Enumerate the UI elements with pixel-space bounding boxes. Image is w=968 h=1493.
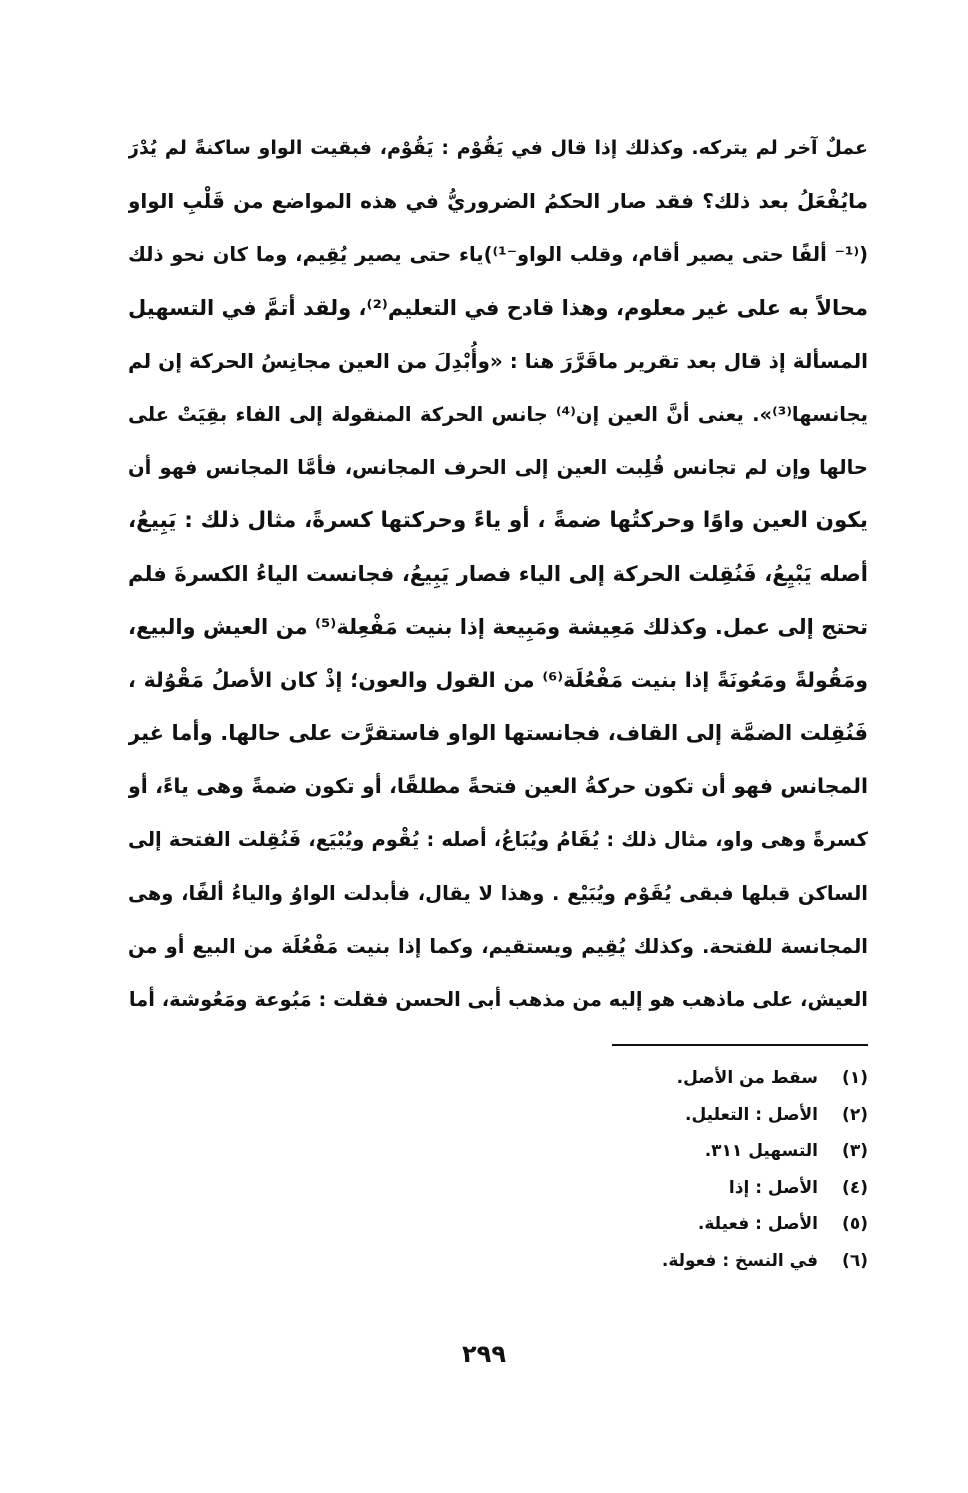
text-line-10: تحتج إلى عمل. وكذلك مَعِيشة ومَبِيعة إذا بنيت مَفْعِلة⁽⁵⁾ من العيش والبيع، — [128, 614, 868, 639]
text-line-17: العيش، على ماذهب هو إليه من مذهب أبى الحسن فقلت : مَبُوعة ومَعُوشة، أما — [128, 988, 868, 1011]
footnote-item — [500, 1243, 868, 1280]
text-line-15: الساكن قبلها فبقى يُقَوْم ويُبَيْع . وهذا لا يقال، فأبدلت الواوُ والياءُ ألفًا، وهى — [128, 881, 868, 905]
footnote-item — [500, 1097, 868, 1134]
footnote-text: سقط من الأصل. — [676, 1068, 818, 1088]
text-line-2: مايُفْعَلُ بعد ذلك؟ فقد صار الحكمُ الضروريُّ في هذه المواضع من قَلْبِ الواو — [128, 189, 868, 214]
footnote-text: الأصل : التعليل. — [685, 1104, 818, 1125]
footnote-item — [500, 1060, 868, 1097]
footnote-item — [500, 1170, 868, 1207]
text-line-3: (⁽¹⁻ ألفًا حتى يصير أقام، وقلب الواو⁻¹⁾)ياء حتى يصير يُقِيم، وما كان نحو ذلك — [128, 243, 868, 267]
footnote-divider — [612, 1044, 868, 1046]
text-line-12: فَنُقِلت الضمَّة إلى القاف، فجانستها الواو فاستقرَّت على حالها. وأما غير — [128, 721, 868, 746]
footnote-number: (٥) — [842, 1214, 868, 1234]
footnote-item — [500, 1133, 868, 1170]
text-line-14: كسرةً وهى واو، مثال ذلك : يُقَامُ ويُبَاعُ، أصله : يُقْوم ويُبْيَع، فَنُقِلت الفتحة إلى — [128, 828, 868, 852]
text-line-9: أصله يَبْيِعُ، فَنُقِلت الحركة إلى الياء فصار يَبِيعُ، فجانست الياءُ الكسرةَ فلم — [128, 561, 868, 586]
text-line-11: ومَقُولةً ومَعُونَةً إذا بنيت مَفْعُلَة⁽⁶⁾ من القول والعون؛ إذْ كان الأصلُ مَقْوُلة ، — [128, 667, 868, 692]
footnote-text: التسهيل ٣١١. — [704, 1141, 818, 1161]
text-line-8: يكون العين واوًا وحركتُها ضمةً ، أو ياءً وحركتها كسرةً، مثال ذلك : يَبِيعُ، — [128, 508, 868, 534]
footnote-number: (٢) — [842, 1104, 868, 1125]
footnotes-list — [500, 1060, 868, 1279]
page-number: ٢٩٩ — [462, 1340, 506, 1368]
main-text-block — [128, 122, 868, 1026]
footnote-number: (١) — [842, 1068, 868, 1088]
text-line-6: يجانسها⁽³⁾». يعنى أنَّ العين إن⁽⁴⁾ جانس الحركة المنقولة إلى الفاء بقِيَتْ على — [128, 402, 868, 426]
text-line-4: محالاً به على غير معلوم، وهذا قادح في التعليم⁽²⁾، ولقد أتمَّ في التسهيل — [128, 295, 868, 320]
footnote-text: في النسخ : فعولة. — [661, 1250, 818, 1271]
text-line-7: حالها وإن لم تجانس قُلِبت العين إلى الحرف المجانس، فأمَّا المجانس فهو أن — [128, 456, 868, 480]
footnote-text: الأصل : إذا — [728, 1177, 818, 1198]
footnote-number: (٣) — [842, 1141, 868, 1161]
text-line-16: المجانسة للفتحة. وكذلك يُقِيم ويستقيم، وكما إذا بنيت مَفْعُلَة من البيع أو من — [128, 934, 868, 958]
text-line-1: عملٌ آخر لم يتركه. وكذلك إذا قال في يَقُوْم : يَقُوْم، فبقيت الواو ساكنةً لم يُدْرَ — [128, 137, 868, 159]
footnote-item — [500, 1206, 868, 1243]
footnote-text: الأصل : فعيلة. — [697, 1214, 818, 1234]
text-line-13: المجانس فهو أن تكون حركةُ العين فتحةً مطلقًا، أو تكون ضمةً وهى ياءً، أو — [128, 774, 868, 799]
text-line-5: المسألة إذ قال بعد تقرير ماقَرَّرَ هنا : «وأُبْدِلَ من العين مجانِسُ الحركة إن لم — [128, 348, 868, 373]
footnote-number: (٦) — [842, 1250, 868, 1271]
footnote-number: (٤) — [842, 1177, 868, 1198]
